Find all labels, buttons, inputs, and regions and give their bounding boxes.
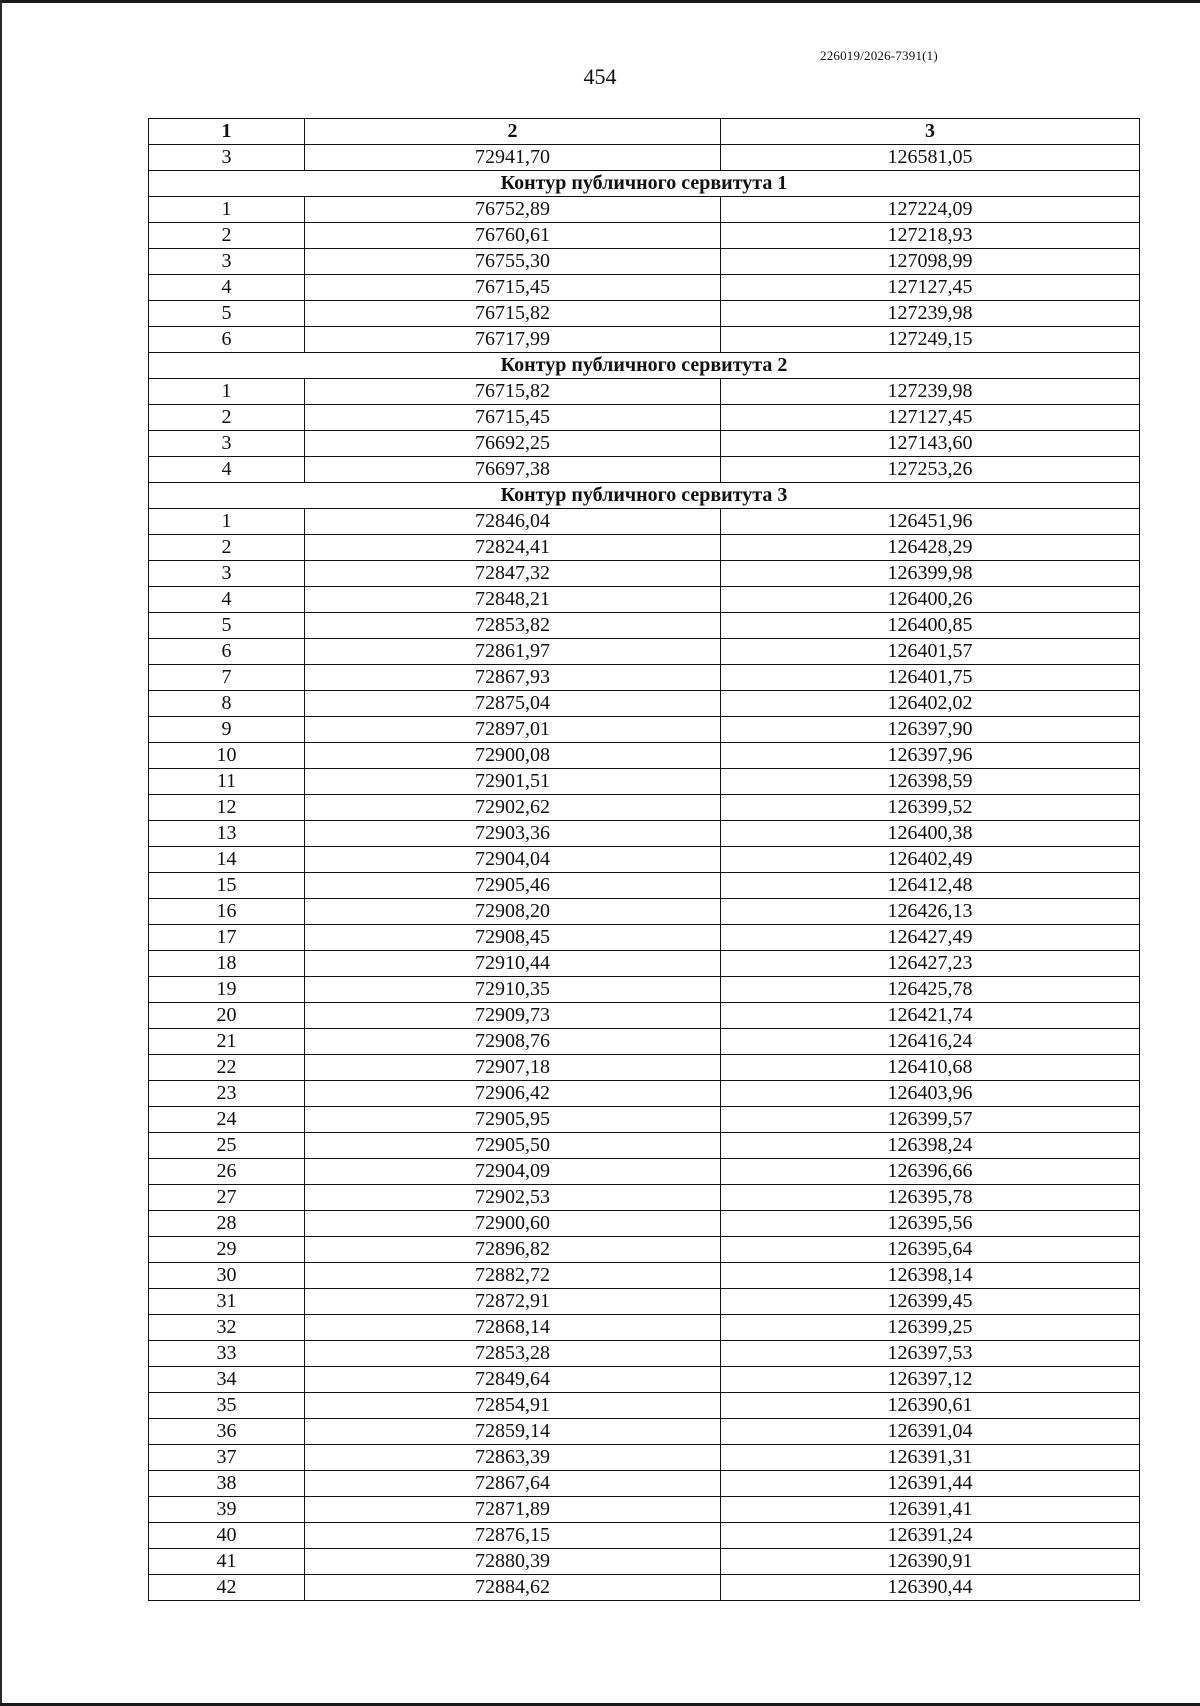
x-coordinate-cell: 72867,93: [305, 665, 721, 691]
point-number-cell: 6: [149, 327, 305, 353]
table-row: [149, 717, 1140, 743]
x-coordinate-cell: 72853,28: [305, 1341, 721, 1367]
point-number-cell: 5: [149, 613, 305, 639]
table-row: [149, 1055, 1140, 1081]
point-number-cell: 34: [149, 1367, 305, 1393]
point-number-cell: 18: [149, 951, 305, 977]
x-coordinate-cell: 72908,20: [305, 899, 721, 925]
table-row: [149, 509, 1140, 535]
table-row: [149, 1549, 1140, 1575]
x-coordinate-cell: 72902,62: [305, 795, 721, 821]
y-coordinate-cell: 126397,12: [721, 1367, 1140, 1393]
y-coordinate-cell: 126398,14: [721, 1263, 1140, 1289]
table-row: [149, 743, 1140, 769]
point-number-cell: 1: [149, 379, 305, 405]
x-coordinate-cell: 72854,91: [305, 1393, 721, 1419]
point-number-cell: 15: [149, 873, 305, 899]
table-row: [149, 665, 1140, 691]
x-coordinate-cell: 76697,38: [305, 457, 721, 483]
document-id: 226019/2026-7391(1): [820, 48, 938, 63]
y-coordinate-cell: 126428,29: [721, 535, 1140, 561]
point-number-cell: 5: [149, 301, 305, 327]
y-coordinate-cell: 126397,96: [721, 743, 1140, 769]
y-coordinate-cell: 127224,09: [721, 197, 1140, 223]
x-coordinate-cell: 72897,01: [305, 717, 721, 743]
x-coordinate-cell: 72910,44: [305, 951, 721, 977]
point-number-cell: 12: [149, 795, 305, 821]
x-coordinate-cell: 72867,64: [305, 1471, 721, 1497]
point-number-cell: 3: [149, 249, 305, 275]
x-coordinate-cell: 72909,73: [305, 1003, 721, 1029]
y-coordinate-cell: 127143,60: [721, 431, 1140, 457]
point-number-cell: 22: [149, 1055, 305, 1081]
y-coordinate-cell: 126401,57: [721, 639, 1140, 665]
x-coordinate-cell: 72863,39: [305, 1445, 721, 1471]
table-row: [149, 561, 1140, 587]
table-row: [149, 899, 1140, 925]
point-number-cell: 17: [149, 925, 305, 951]
point-number-cell: 1: [149, 197, 305, 223]
table-row: [149, 821, 1140, 847]
x-coordinate-cell: 72871,89: [305, 1497, 721, 1523]
table-row: [149, 405, 1140, 431]
x-coordinate-cell: 72908,76: [305, 1029, 721, 1055]
y-coordinate-cell: 127253,26: [721, 457, 1140, 483]
table-row: [149, 1497, 1140, 1523]
y-coordinate-cell: 126395,64: [721, 1237, 1140, 1263]
table-row: [149, 587, 1140, 613]
point-number-cell: 3: [149, 431, 305, 457]
point-number-cell: 40: [149, 1523, 305, 1549]
table-row: [149, 1211, 1140, 1237]
table-row: [149, 1237, 1140, 1263]
x-coordinate-cell: 72908,45: [305, 925, 721, 951]
table-row: [149, 1289, 1140, 1315]
coordinates-table: [148, 118, 1140, 1601]
table-row: [149, 1159, 1140, 1185]
scan-border-left: [0, 0, 2, 1706]
table-row: [149, 769, 1140, 795]
table-row: [149, 1445, 1140, 1471]
y-coordinate-cell: 127127,45: [721, 405, 1140, 431]
table-row: [149, 1471, 1140, 1497]
section-title: Контур публичного сервитута 3: [149, 483, 1140, 509]
point-number-cell: 10: [149, 743, 305, 769]
y-coordinate-cell: 126397,53: [721, 1341, 1140, 1367]
y-coordinate-cell: 126391,31: [721, 1445, 1140, 1471]
x-coordinate-cell: 72900,60: [305, 1211, 721, 1237]
section-header-row: [149, 353, 1140, 379]
table-row: [149, 1133, 1140, 1159]
point-number-cell: 4: [149, 275, 305, 301]
point-number-cell: 4: [149, 457, 305, 483]
page-number: 454: [583, 64, 617, 89]
point-number-cell: 33: [149, 1341, 305, 1367]
column-header-1: 1: [149, 119, 305, 145]
y-coordinate-cell: 126391,44: [721, 1471, 1140, 1497]
y-coordinate-cell: 127098,99: [721, 249, 1140, 275]
table-row: [149, 613, 1140, 639]
y-coordinate-cell: 126390,91: [721, 1549, 1140, 1575]
table-row: [149, 795, 1140, 821]
point-number-cell: 24: [149, 1107, 305, 1133]
section-title: Контур публичного сервитута 2: [149, 353, 1140, 379]
point-number-cell: 35: [149, 1393, 305, 1419]
table-row: [149, 249, 1140, 275]
table-row: [149, 1003, 1140, 1029]
table-row: [149, 639, 1140, 665]
x-coordinate-cell: 72848,21: [305, 587, 721, 613]
table-row: [149, 301, 1140, 327]
x-coordinate-cell: 72824,41: [305, 535, 721, 561]
point-number-cell: 26: [149, 1159, 305, 1185]
x-coordinate-cell: 72847,32: [305, 561, 721, 587]
x-coordinate-cell: 72876,15: [305, 1523, 721, 1549]
column-header-3: 3: [721, 119, 1140, 145]
y-coordinate-cell: 126402,49: [721, 847, 1140, 873]
y-coordinate-cell: 127127,45: [721, 275, 1140, 301]
x-coordinate-cell: 76715,82: [305, 379, 721, 405]
y-coordinate-cell: 127239,98: [721, 301, 1140, 327]
point-number-cell: 42: [149, 1575, 305, 1601]
y-coordinate-cell: 126390,61: [721, 1393, 1140, 1419]
point-number-cell: 4: [149, 587, 305, 613]
table-row: [149, 1393, 1140, 1419]
y-coordinate-cell: 126451,96: [721, 509, 1140, 535]
x-coordinate-cell: 72905,50: [305, 1133, 721, 1159]
table-row: [149, 925, 1140, 951]
table-row: [149, 457, 1140, 483]
y-coordinate-cell: 126425,78: [721, 977, 1140, 1003]
point-number-cell: 11: [149, 769, 305, 795]
x-coordinate-cell: 72868,14: [305, 1315, 721, 1341]
x-coordinate-cell: 72846,04: [305, 509, 721, 535]
point-number-cell: 28: [149, 1211, 305, 1237]
point-number-cell: 27: [149, 1185, 305, 1211]
y-coordinate-cell: 126398,24: [721, 1133, 1140, 1159]
table-row: [149, 1575, 1140, 1601]
x-coordinate-cell: 72901,51: [305, 769, 721, 795]
table-row: [149, 1419, 1140, 1445]
column-header-2: 2: [305, 119, 721, 145]
y-coordinate-cell: 127239,98: [721, 379, 1140, 405]
table-row: [149, 1081, 1140, 1107]
table-row: [149, 1263, 1140, 1289]
x-coordinate-cell: 76715,45: [305, 405, 721, 431]
x-coordinate-cell: 76752,89: [305, 197, 721, 223]
y-coordinate-cell: 126399,57: [721, 1107, 1140, 1133]
table-row: [149, 691, 1140, 717]
point-number-cell: 38: [149, 1471, 305, 1497]
table-row: [149, 1107, 1140, 1133]
point-number-cell: 14: [149, 847, 305, 873]
point-number-cell: 8: [149, 691, 305, 717]
x-coordinate-cell: 76717,99: [305, 327, 721, 353]
y-coordinate-cell: 126397,90: [721, 717, 1140, 743]
y-coordinate-cell: 126391,24: [721, 1523, 1140, 1549]
table-row: [149, 1523, 1140, 1549]
y-coordinate-cell: 126399,52: [721, 795, 1140, 821]
y-coordinate-cell: 126400,38: [721, 821, 1140, 847]
point-number-cell: 16: [149, 899, 305, 925]
table-row: [149, 327, 1140, 353]
table-row: [149, 1185, 1140, 1211]
table-header-row: [149, 119, 1140, 145]
point-number-cell: 13: [149, 821, 305, 847]
y-coordinate-cell: 126399,25: [721, 1315, 1140, 1341]
point-number-cell: 39: [149, 1497, 305, 1523]
point-number-cell: 23: [149, 1081, 305, 1107]
table-row: [149, 145, 1140, 171]
y-coordinate-cell: 126391,41: [721, 1497, 1140, 1523]
y-coordinate-cell: 126403,96: [721, 1081, 1140, 1107]
point-number-cell: 2: [149, 535, 305, 561]
y-coordinate-cell: 126395,56: [721, 1211, 1140, 1237]
y-coordinate-cell: 126399,98: [721, 561, 1140, 587]
table-row: [149, 1315, 1140, 1341]
y-coordinate-cell: 126398,59: [721, 769, 1140, 795]
x-coordinate-cell: 72902,53: [305, 1185, 721, 1211]
y-coordinate-cell: 126410,68: [721, 1055, 1140, 1081]
point-number-cell: 41: [149, 1549, 305, 1575]
table-row: [149, 431, 1140, 457]
x-coordinate-cell: 72905,95: [305, 1107, 721, 1133]
point-number-cell: 7: [149, 665, 305, 691]
x-coordinate-cell: 72904,09: [305, 1159, 721, 1185]
y-coordinate-cell: 126400,85: [721, 613, 1140, 639]
x-coordinate-cell: 76715,45: [305, 275, 721, 301]
y-coordinate-cell: 126400,26: [721, 587, 1140, 613]
y-coordinate-cell: 126401,75: [721, 665, 1140, 691]
x-coordinate-cell: 76692,25: [305, 431, 721, 457]
y-coordinate-cell: 126395,78: [721, 1185, 1140, 1211]
table-row: [149, 1341, 1140, 1367]
x-coordinate-cell: 72853,82: [305, 613, 721, 639]
x-coordinate-cell: 72900,08: [305, 743, 721, 769]
x-coordinate-cell: 72903,36: [305, 821, 721, 847]
y-coordinate-cell: 127218,93: [721, 223, 1140, 249]
point-number-cell: 37: [149, 1445, 305, 1471]
y-coordinate-cell: 126399,45: [721, 1289, 1140, 1315]
x-coordinate-cell: 72859,14: [305, 1419, 721, 1445]
table-row: [149, 223, 1140, 249]
point-number-cell: 25: [149, 1133, 305, 1159]
y-coordinate-cell: 126427,49: [721, 925, 1140, 951]
table-row: [149, 275, 1140, 301]
section-title: Контур публичного сервитута 1: [149, 171, 1140, 197]
point-number-cell: 1: [149, 509, 305, 535]
point-number-cell: 20: [149, 1003, 305, 1029]
scan-border-top: [0, 0, 1200, 3]
y-coordinate-cell: 126390,44: [721, 1575, 1140, 1601]
table-row: [149, 379, 1140, 405]
point-number-cell: 2: [149, 223, 305, 249]
y-coordinate-cell: 126426,13: [721, 899, 1140, 925]
point-number-cell: 19: [149, 977, 305, 1003]
x-coordinate-cell: 72896,82: [305, 1237, 721, 1263]
x-coordinate-cell: 72875,04: [305, 691, 721, 717]
point-number-cell: 30: [149, 1263, 305, 1289]
x-coordinate-cell: 72906,42: [305, 1081, 721, 1107]
section-header-row: [149, 171, 1140, 197]
x-coordinate-cell: 76715,82: [305, 301, 721, 327]
x-coordinate-cell: 72849,64: [305, 1367, 721, 1393]
x-coordinate-cell: 72872,91: [305, 1289, 721, 1315]
table-row: [149, 1029, 1140, 1055]
x-coordinate-cell: 72905,46: [305, 873, 721, 899]
x-coordinate-cell: 72904,04: [305, 847, 721, 873]
x-coordinate-cell: 76755,30: [305, 249, 721, 275]
y-coordinate-cell: 127249,15: [721, 327, 1140, 353]
point-number-cell: 29: [149, 1237, 305, 1263]
point-number-cell: 6: [149, 639, 305, 665]
x-coordinate-cell: 72861,97: [305, 639, 721, 665]
point-number-cell: 3: [149, 145, 305, 171]
y-coordinate-cell: 126396,66: [721, 1159, 1140, 1185]
y-coordinate-cell: 126581,05: [721, 145, 1140, 171]
x-coordinate-cell: 72910,35: [305, 977, 721, 1003]
x-coordinate-cell: 76760,61: [305, 223, 721, 249]
x-coordinate-cell: 72884,62: [305, 1575, 721, 1601]
table-row: [149, 873, 1140, 899]
table-row: [149, 977, 1140, 1003]
y-coordinate-cell: 126412,48: [721, 873, 1140, 899]
x-coordinate-cell: 72941,70: [305, 145, 721, 171]
point-number-cell: 31: [149, 1289, 305, 1315]
table-row: [149, 197, 1140, 223]
coordinates-table-body: [149, 119, 1140, 1601]
point-number-cell: 21: [149, 1029, 305, 1055]
y-coordinate-cell: 126391,04: [721, 1419, 1140, 1445]
coordinates-table-wrapper: [148, 118, 1136, 1601]
y-coordinate-cell: 126402,02: [721, 691, 1140, 717]
x-coordinate-cell: 72880,39: [305, 1549, 721, 1575]
point-number-cell: 9: [149, 717, 305, 743]
x-coordinate-cell: 72882,72: [305, 1263, 721, 1289]
x-coordinate-cell: 72907,18: [305, 1055, 721, 1081]
y-coordinate-cell: 126421,74: [721, 1003, 1140, 1029]
table-row: [149, 535, 1140, 561]
point-number-cell: 3: [149, 561, 305, 587]
y-coordinate-cell: 126427,23: [721, 951, 1140, 977]
point-number-cell: 32: [149, 1315, 305, 1341]
point-number-cell: 2: [149, 405, 305, 431]
table-row: [149, 1367, 1140, 1393]
point-number-cell: 36: [149, 1419, 305, 1445]
table-row: [149, 847, 1140, 873]
table-row: [149, 951, 1140, 977]
y-coordinate-cell: 126416,24: [721, 1029, 1140, 1055]
section-header-row: [149, 483, 1140, 509]
